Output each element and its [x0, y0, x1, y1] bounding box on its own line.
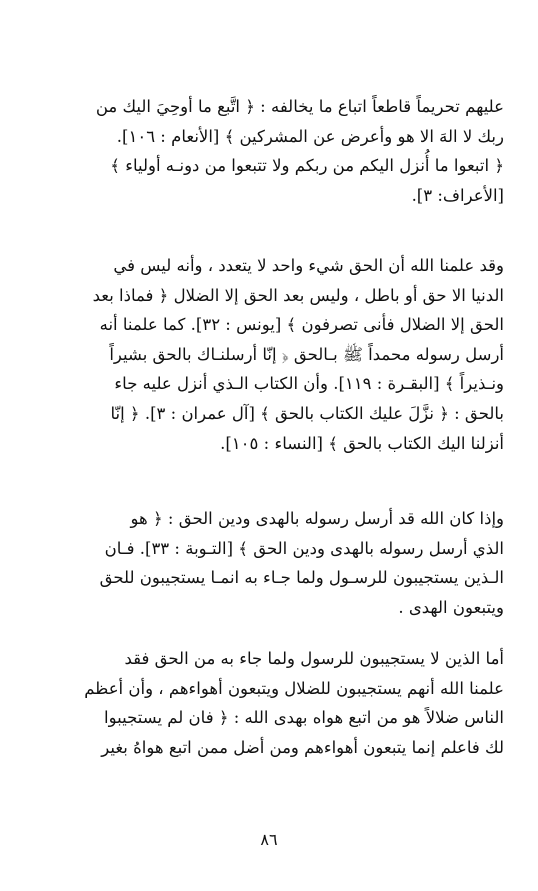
text-line: أنزلنا اليك الكتاب بالحق ﴾ [النساء : ١٠٥].	[220, 433, 504, 453]
text-line: الدنيا الا حق أو باطل ، وليس بعد الحق إلا الضلال ﴿ فماذا بعد	[92, 285, 504, 305]
text-line: ويتبعون الهدى .	[398, 597, 504, 617]
text-line: علمنا الله أنهم يستجيبون للضلال ويتبعون أهواءهم ، وأن أعظم	[84, 678, 504, 698]
paragraph-3	[36, 504, 504, 622]
paragraph-4	[36, 644, 504, 762]
text-line: [الأعراف: ٣].	[411, 185, 504, 205]
text-line: عليهم تحريماً قاطعاً اتباع ما يخالفه : ﴿ اتَّبع ما أوحِيَ اليك من	[95, 97, 504, 116]
text-line: الذي أرسل رسوله بالهدى ودين الحق ﴾ [التـوبة : ٣٣]. فـان	[104, 538, 504, 558]
text-line: أرسل رسوله محمداً ﷺ بـالحق ﴿ إنّا أرسلنـاك بالحق بشيراً	[109, 344, 504, 364]
text-line: الـذين يستجيبون للرسـول ولما جـاء به انمـا يستجيبون للحق	[99, 568, 504, 588]
text-line: ربك لا الهَ الا هو وأعرض عن المشركين ﴾ [الأنعام : ١٠٦].	[116, 126, 504, 146]
text-line: وإذا كان الله قد أرسل رسوله بالهدى ودين الحق : ﴿ هو	[130, 509, 504, 528]
text-line: أما الذين لا يستجيبون للرسول ولما جاء به من الحق فقد	[124, 649, 504, 668]
page-number: ٨٦	[260, 830, 278, 849]
text-line: بالحق : ﴿ نزَّلَ عليك الكتاب بالحق ﴾ [آل عمران : ٣]. ﴿ إنّا	[110, 403, 504, 423]
text-line: الناس ضلالاً هو من اتبع هواه بهدى الله : ﴿ فان لم يستجيبوا	[104, 708, 504, 728]
text-line: ونـذيراً ﴾ [البقـرة : ١١٩]. وأن الكتاب الـذي أنزل عليه جاء	[114, 374, 504, 394]
paragraph-1	[36, 92, 504, 210]
text-line: وقد علمنا الله أن الحق شيء واحد لا يتعدد ، وأنه ليس في	[113, 256, 504, 275]
text-line: لك فاعلم إنما يتبعون أهواءهم ومن أضل ممن اتبع هواهُ بغير	[101, 737, 504, 757]
paragraph-2	[36, 251, 504, 458]
text-line: ﴿ اتبعوا ما أُنزل اليكم من ربكم ولا تتبعوا من دونـه أولياء ﴾	[110, 156, 504, 176]
text-line: الحق إلا الضلال فأنى تصرفون ﴾ [يونس : ٣٢]. كما علمنا أنه	[99, 315, 504, 335]
